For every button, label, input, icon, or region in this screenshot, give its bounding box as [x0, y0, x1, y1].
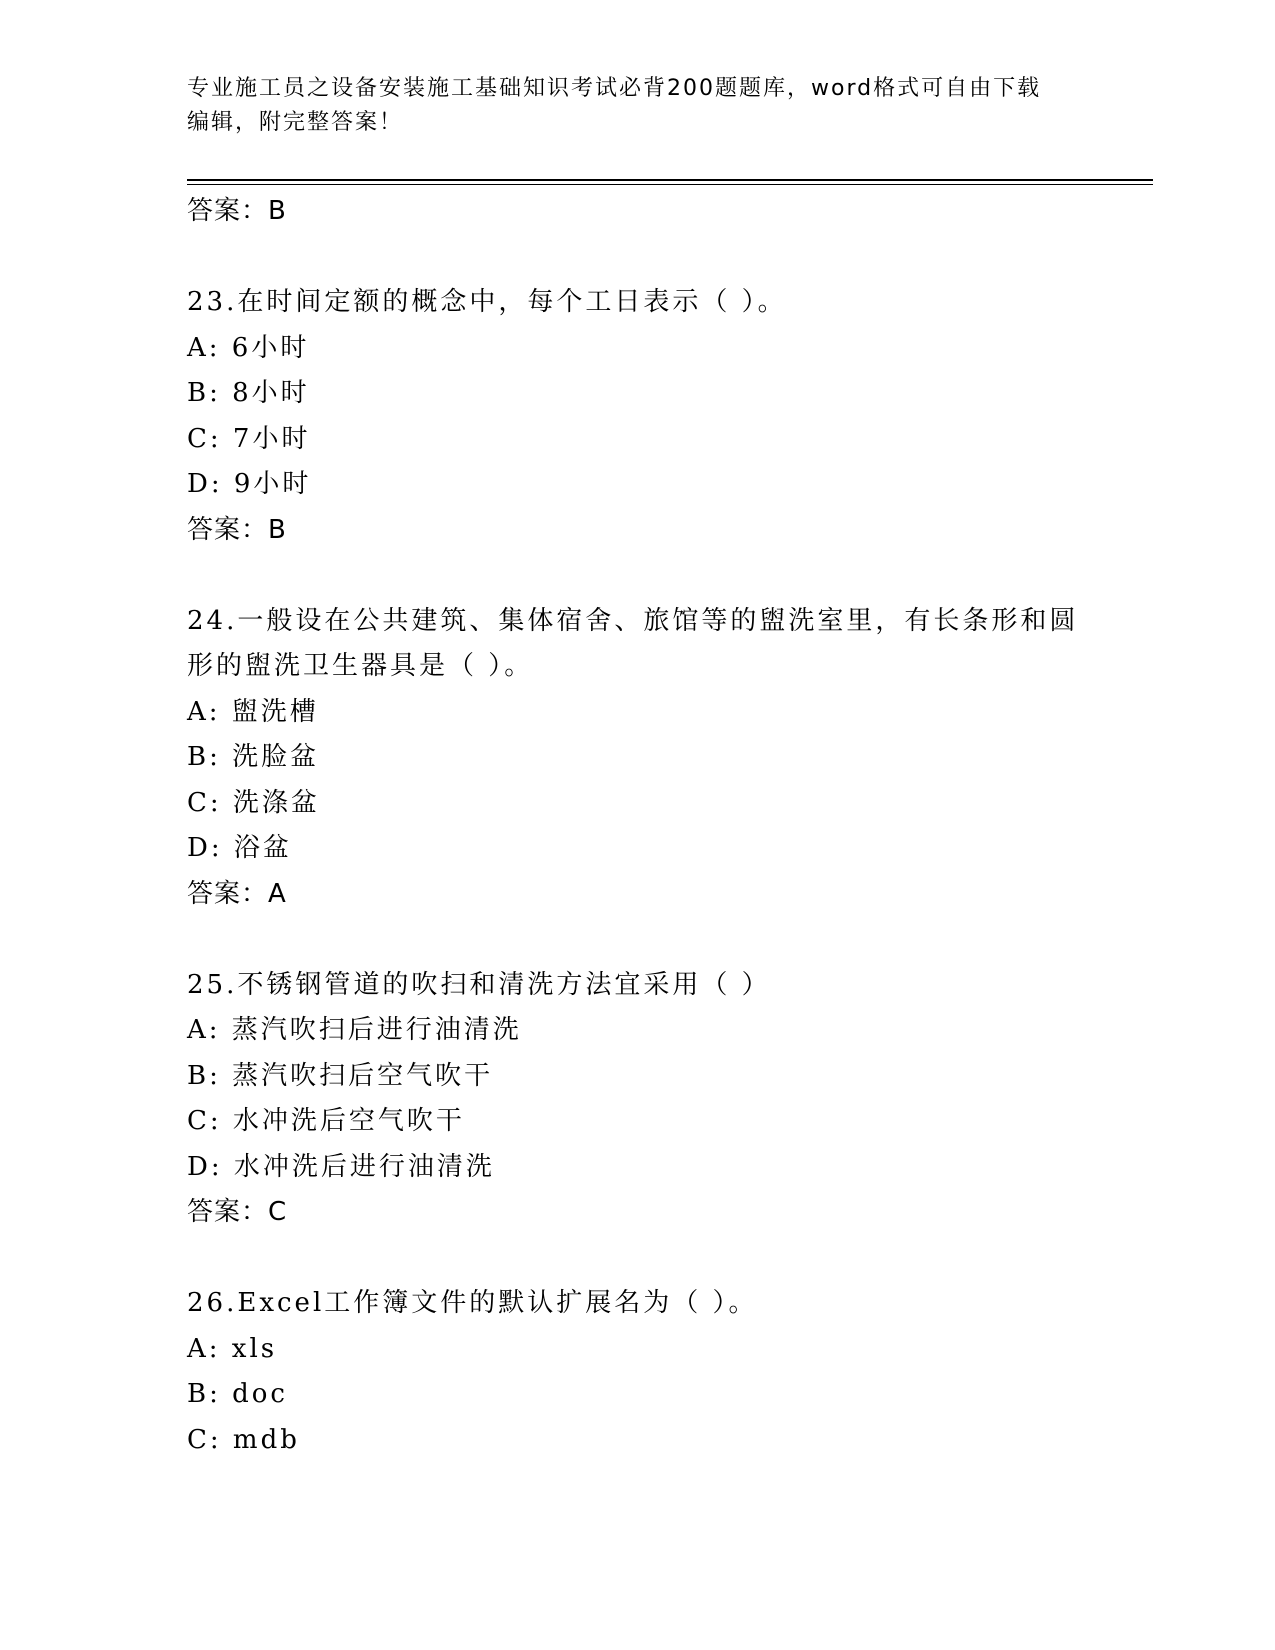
header-rule-thick [187, 179, 1153, 181]
header-title-line-2: 编辑，附完整答案！ [187, 110, 404, 135]
answer-line: 答案：B [187, 196, 287, 226]
option-c: C: 7小时 [187, 423, 311, 454]
option-d: D: 水冲洗后进行油清洗 [187, 1151, 495, 1182]
spacer [187, 235, 1087, 281]
document-header [187, 72, 1087, 140]
header-rule-thin [187, 184, 1153, 185]
option-b: B: 蒸汽吹扫后空气吹干 [187, 1060, 494, 1091]
question-stem-line-2: 形的盥洗卫生器具是（ ）。 [187, 651, 534, 681]
option-b: B: doc [187, 1379, 288, 1409]
spacer [187, 553, 1087, 599]
option-a: A: 盥洗槽 [187, 696, 319, 727]
question-stem: 23.在时间定额的概念中，每个工日表示（ ）。 [187, 287, 787, 317]
option-d: D: 浴盆 [187, 833, 292, 863]
option-a: A: 6小时 [187, 332, 310, 363]
document-body [187, 189, 1087, 1463]
question-25 [187, 963, 1087, 1236]
option-a: A: xls [187, 1333, 278, 1364]
question-stem-line-1: 24.一般设在公共建筑、集体宿舍、旅馆等的盥洗室里，有长条形和圆 [187, 605, 1079, 636]
spacer [187, 1236, 1087, 1282]
question-stem: 25.不锈钢管道的吹扫和清洗方法宜采用（ ） [187, 969, 771, 1000]
question-stem: 26.Excel工作簿文件的默认扩展名为（ ）。 [187, 1288, 758, 1318]
answer-line: 答案：C [187, 1197, 288, 1227]
question-26 [187, 1281, 1087, 1463]
option-c: C: mdb [187, 1424, 300, 1455]
option-d: D: 9小时 [187, 469, 312, 499]
option-a: A: 蒸汽吹扫后进行油清洗 [187, 1015, 522, 1045]
header-title-line-1: 专业施工员之设备安装施工基础知识考试必背200题题库，word格式可自由下载 [187, 76, 1042, 101]
answer-line: 答案：B [187, 514, 287, 545]
question-24 [187, 599, 1087, 918]
option-c: C: 水冲洗后空气吹干 [187, 1106, 465, 1136]
option-b: B: 8小时 [187, 378, 310, 408]
option-b: B: 洗脸盆 [187, 742, 320, 772]
answer-line: 答案：A [187, 878, 287, 909]
spacer [187, 917, 1087, 963]
option-c: C: 洗涤盆 [187, 787, 320, 818]
question-23 [187, 280, 1087, 553]
